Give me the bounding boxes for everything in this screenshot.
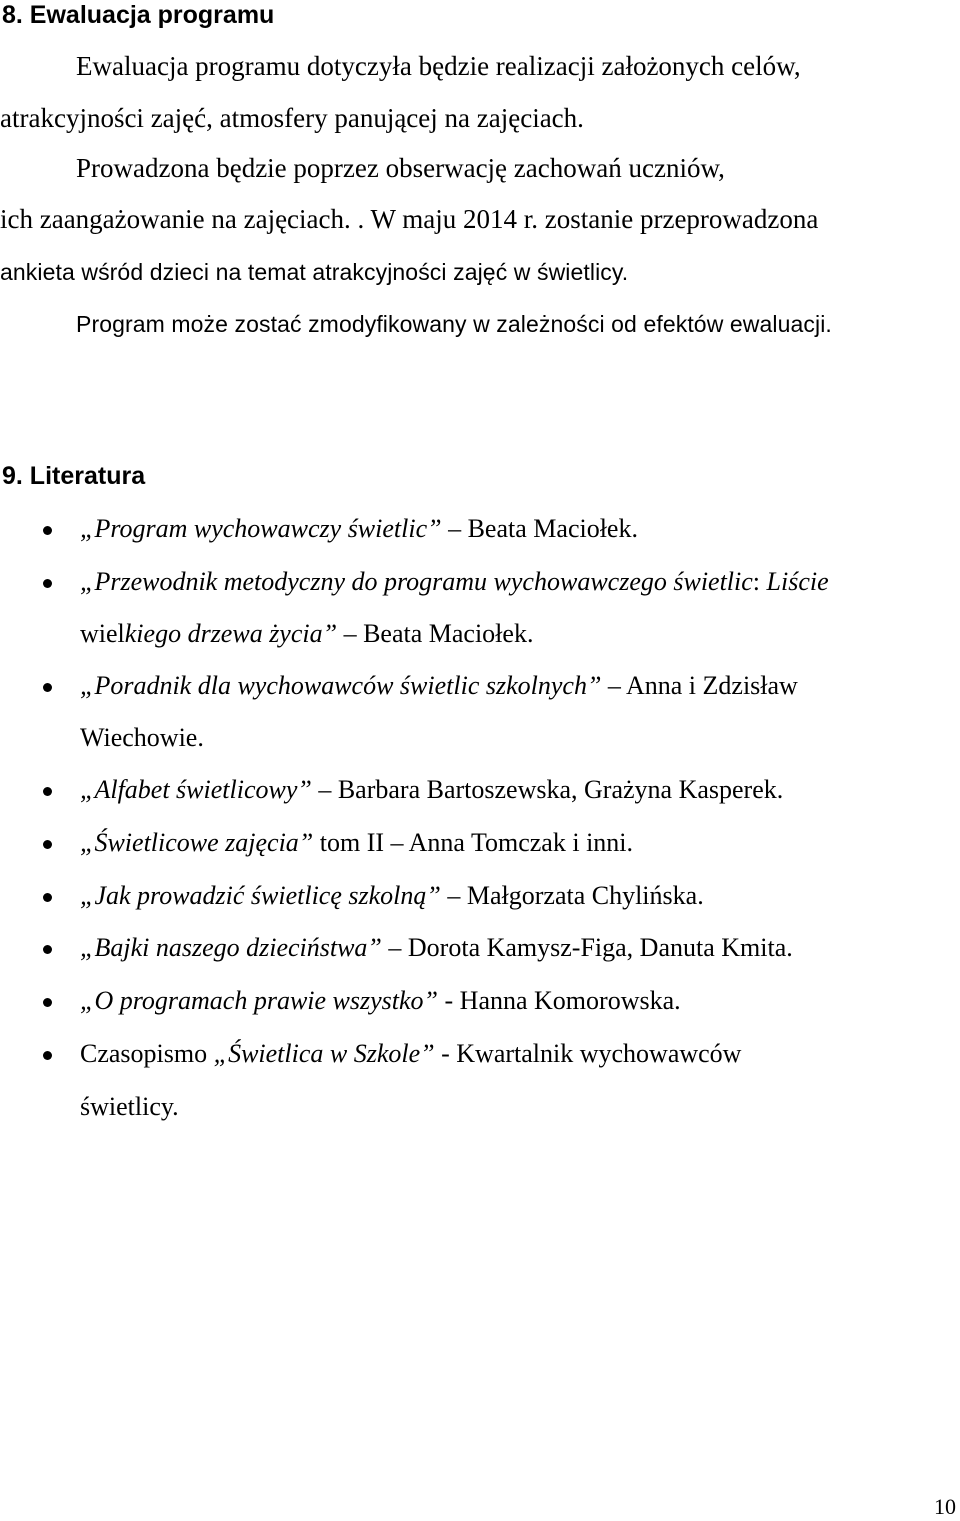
bullet-icon xyxy=(43,1051,52,1060)
evaluation-line-2: atrakcyjności zajęć, atmosfery panującej na zajęciach. xyxy=(0,103,584,133)
literature-item-1 xyxy=(80,513,638,545)
literature-item-3-cont xyxy=(80,722,204,754)
literature-title: „Program wychowawczy świetlic” xyxy=(80,514,442,543)
literature-title: „Świetlicowe zajęcia” xyxy=(80,828,314,857)
literature-author: – Dorota Kamysz-Figa, Danuta Kmita. xyxy=(381,933,793,962)
literature-author: tom II – Anna Tomczak i inni. xyxy=(313,828,634,857)
page-number: 10 xyxy=(934,1494,956,1519)
literature-separator: : xyxy=(752,567,767,596)
literature-item-6 xyxy=(80,880,704,912)
literature-item-4 xyxy=(80,774,783,806)
bullet-icon xyxy=(43,526,52,535)
literature-item-8 xyxy=(80,985,681,1017)
evaluation-line-4: ich zaangażowanie na zajęciach. . W maju 2014 r. zostanie przeprowadzona xyxy=(0,204,819,234)
literature-description-continued: świetlicy. xyxy=(80,1092,179,1121)
literature-author: – Beata Maciołek. xyxy=(337,619,534,648)
literature-title: „Świetlica w Szkole” xyxy=(213,1039,435,1068)
bullet-icon xyxy=(43,998,52,1007)
bullet-icon xyxy=(43,945,52,954)
literature-item-5 xyxy=(80,827,633,859)
bullet-icon xyxy=(43,893,52,902)
literature-title: „O programach prawie wszystko” xyxy=(80,986,439,1015)
literature-title-prefix: wiel xyxy=(80,619,125,648)
literature-item-7 xyxy=(80,932,793,964)
literature-description: - Kwartalnik wychowawców xyxy=(434,1039,742,1068)
literature-item-2-cont xyxy=(80,618,533,650)
literature-title-continued: kiego drzewa życia” xyxy=(124,619,338,648)
literature-author: - Hanna Komorowska. xyxy=(438,986,681,1015)
literature-title-continued: Liście xyxy=(766,567,829,596)
bullet-icon xyxy=(43,840,52,849)
literature-title: „Jak prowadzić świetlicę szkolną” xyxy=(80,881,441,910)
literature-title: „Alfabet świetlicowy” xyxy=(80,775,312,804)
literature-author-continued: Wiechowie. xyxy=(80,723,204,752)
evaluation-line-1: Ewaluacja programu dotyczyła będzie realizacji założonych celów, xyxy=(76,51,801,81)
literature-item-9 xyxy=(80,1038,741,1070)
literature-item-2 xyxy=(80,566,829,598)
bullet-icon xyxy=(43,683,52,692)
literature-author: – Beata Maciołek. xyxy=(441,514,638,543)
evaluation-line-6: Program może zostać zmodyfikowany w zależności od efektów ewaluacji. xyxy=(76,311,832,337)
literature-author: – Małgorzata Chylińska. xyxy=(440,881,704,910)
literature-author: – Anna i Zdzisław xyxy=(601,671,798,700)
literature-title: „Bajki naszego dzieciństwa” xyxy=(80,933,382,962)
section-8-heading: 8. Ewaluacja programu xyxy=(2,1,275,29)
literature-item-3 xyxy=(80,670,798,702)
literature-prefix: Czasopismo xyxy=(80,1039,214,1068)
evaluation-line-3: Prowadzona będzie poprzez obserwację zachowań uczniów, xyxy=(76,153,725,183)
section-9-heading: 9. Literatura xyxy=(2,462,146,490)
literature-item-9-cont xyxy=(80,1091,179,1123)
bullet-icon xyxy=(43,787,52,796)
bullet-icon xyxy=(43,579,52,588)
evaluation-line-5: ankieta wśród dzieci na temat atrakcyjności zajęć w świetlicy. xyxy=(0,259,629,285)
literature-title: „Poradnik dla wychowawców świetlic szkolnych” xyxy=(80,671,602,700)
literature-author: – Barbara Bartoszewska, Grażyna Kasperek. xyxy=(311,775,784,804)
literature-title: „Przewodnik metodyczny do programu wychowawczego świetlic xyxy=(80,567,753,596)
